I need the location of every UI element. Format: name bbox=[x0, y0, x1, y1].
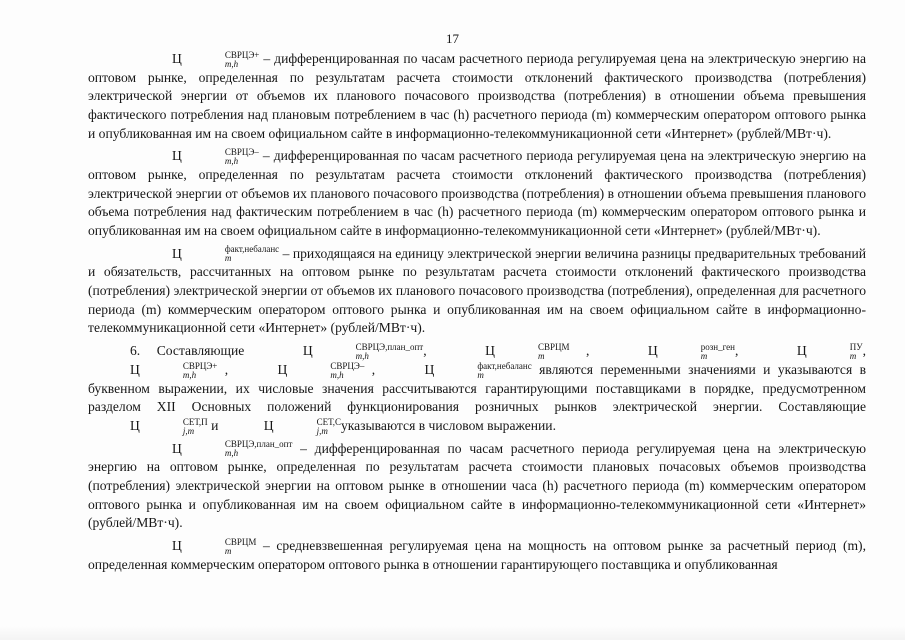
definition-symbol: Ц СВРЦЭ+ m,h bbox=[172, 49, 260, 69]
item-6-paragraph: 6. Составляющие Ц СВРЦЭ,план_опт m,h , Ц СВРЦМ m , Ц розн_ген m , Ц ПУ m , Ц СВРЦЭ+ m,h , Ц СВРЦЭ– m,h , Ц факт,небаланс m являются переменными значениями и указываются в буквенном выражении, их числовые значения рассчитываются гарантирующими поставщиками в порядке, предусмотренном разделом XII Основных положений функционирования розничных рынков электрической энергии. Составляющие Ц СЕТ,П j,m и Ц СЕТ,С j,m указываются в числовом выражении. bbox=[88, 341, 867, 436]
scan-edge bbox=[0, 626, 905, 640]
definition-paragraph bbox=[88, 440, 866, 533]
definition-symbol: Ц СВРЦМ m bbox=[172, 536, 257, 556]
component-symbol: Ц факт,небаланс m bbox=[424, 360, 532, 380]
component-symbol: Ц СВРЦМ m bbox=[485, 341, 570, 361]
component-symbol: Ц ПУ m bbox=[796, 341, 863, 361]
definition-text: – приходящаяся на единицу электрической энергии величина разницы предварительных требований и обязательств, рассчитанных на оптовом рынке по результатам расчета стоимости отклонений фактического производства (потребления) электрической энергии от объемов их планового почасового производства (потребления), определенная для расчетного периода (m) коммерческим оператором оптового рынка и опубликованная им на своем официальном сайте в информационно-телекоммуникационной сети «Интернет» (рублей/МВт·ч). bbox=[88, 245, 866, 336]
component-symbol: Ц розн_ген m bbox=[647, 341, 735, 361]
definition-text: – дифференцированная по часам расчетного периода регулируемая цена на электрическую энергию на оптовом рынке, определенная по результатам расчета стоимости отклонений фактического производства (потребления) электрической энергии от объемов их планового почасового производства (потребления) в отношении объема превышения планового объема потребления над фактическим потреблением в час (h) расчетного периода (m) коммерческим оператором оптового рынка и опубликованная им на своем официальном сайте в информационно-телекоммуникационной сети «Интернет» (рублей/МВт·ч). bbox=[88, 148, 866, 238]
definition-text: – дифференцированная по часам расчетного периода регулируемая цена на электрическую энергию на оптовом рынке, определенная по результатам расчета стоимости плановых почасовых объемов производства (потребления) электрической энергии на оптовом рынке в отношении часа (h) расчетного периода (m) коммерческим оператором оптового рынка и опубликованная им на своем официальном сайте в информационно-телекоммуникационной сети «Интернет» (рублей/МВт·ч). bbox=[88, 440, 866, 531]
definition-symbol: Ц СВРЦЭ– m,h bbox=[172, 147, 259, 167]
definition-paragraph bbox=[88, 147, 866, 240]
definition-text: – дифференцированная по часам расчетного периода регулируемая цена на электрическую энергию на оптовом рынке, определенная по результатам расчета стоимости отклонений фактического производства (потребления) электрической энергии от объемов их планового почасового производства (потребления) в отношении объема превышения фактического потребления над плановым потреблением в час (h) расчетного периода (m) коммерческим оператором оптового рынка и опубликованная им на своем официальном сайте в информационно-телекоммуникационной сети «Интернет» (рублей/МВт·ч). bbox=[88, 51, 866, 141]
document-body bbox=[88, 50, 866, 578]
definition-paragraph bbox=[88, 245, 866, 338]
definition-text: – средневзвешенная регулируемая цена на мощность на оптовом рынке за расчетный период (m), определенная коммерческим оператором оптового рынка в отношении гарантирующего поставщика и опубликованная bbox=[88, 537, 866, 572]
component-symbol: Ц СЕТ,П j,m bbox=[130, 416, 208, 436]
definition-symbol: Ц СВРЦЭ,план_опт m,h bbox=[172, 439, 293, 459]
definition-paragraph bbox=[88, 537, 866, 574]
component-symbol: Ц СВРЦЭ– m,h bbox=[277, 360, 365, 380]
component-symbol: Ц СВРЦЭ,план_опт m,h bbox=[302, 341, 424, 361]
definition-symbol: Ц факт,небаланс m bbox=[172, 244, 280, 264]
page-number: 17 bbox=[446, 31, 459, 46]
definition-paragraph bbox=[88, 50, 866, 143]
component-symbol: Ц СВРЦЭ+ m,h bbox=[130, 360, 218, 380]
component-symbol: Ц СЕТ,С j,m bbox=[263, 416, 341, 436]
